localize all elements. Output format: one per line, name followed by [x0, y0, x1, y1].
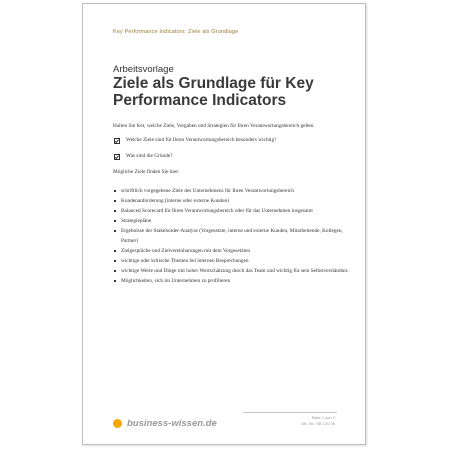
article-number: Art.-Nr.: SB 120 06 [301, 421, 335, 426]
document-subtitle: Arbeitsvorlage [113, 64, 174, 75]
list-item: Zielgespräche und Zielvereinbarungen mit dem Vorgesetzten [113, 246, 353, 256]
question-item [113, 151, 353, 161]
goals-intro: Mögliche Ziele finden Sie hier: [113, 169, 180, 175]
list-item: Strategiepläne [113, 216, 353, 226]
list-item: Kundenanforderung (interne oder externe Kunden) [113, 196, 353, 206]
list-item: Möglichkeiten, sich im Unternehmen zu profilieren [113, 276, 353, 286]
checkbox-icon [114, 138, 120, 144]
brand-logo [113, 418, 217, 429]
question-text: Welche Ziele sind für Ihren Verantwortungsbereich besonders wichtig? [126, 137, 277, 143]
running-header: Key Performance Indicators: Ziele als Grundlage [113, 29, 239, 35]
document-title: Ziele als Grundlage für Key Performance Indicators [113, 75, 314, 109]
list-item: schriftlich vorgegebene Ziele des Unternehmens für Ihren Verantwortungsbereich [113, 186, 353, 196]
intro-paragraph: Halten Sie fest, welche Ziele, Vorgaben und Strategien für Ihren Verantwortungsbereich gelten. [113, 123, 315, 129]
document-page [82, 3, 366, 445]
document-body [113, 121, 353, 286]
page-info [301, 415, 335, 427]
list-item: Ergebnisse der Stakeholder-Analyse (Vorgesetzte, interne und externe Kunden, Mitarbeitende, Kollegen, Partner) [113, 226, 353, 246]
list-item: wichtige oder kritische Themen bei internen Besprechungen [113, 256, 353, 266]
question-text: Was sind die Gründe? [126, 153, 173, 159]
list-item: Balanced Scorecard für Ihren Verantwortungsbereich oder für das Unternehmen insgesamt [113, 206, 353, 216]
checkbox-icon [114, 154, 120, 160]
footer-divider [243, 412, 337, 413]
logo-dot-icon [113, 419, 122, 428]
goals-list [113, 186, 353, 286]
question-item [113, 135, 353, 145]
logo-text: business-wissen.de [127, 418, 217, 429]
list-item: wichtige Werte und Dinge mit hoher Wertschätzung durch das Team und wichtig für sein Selbstverständnis [113, 266, 353, 276]
page-number: Seite 1 von 2 [311, 415, 335, 420]
